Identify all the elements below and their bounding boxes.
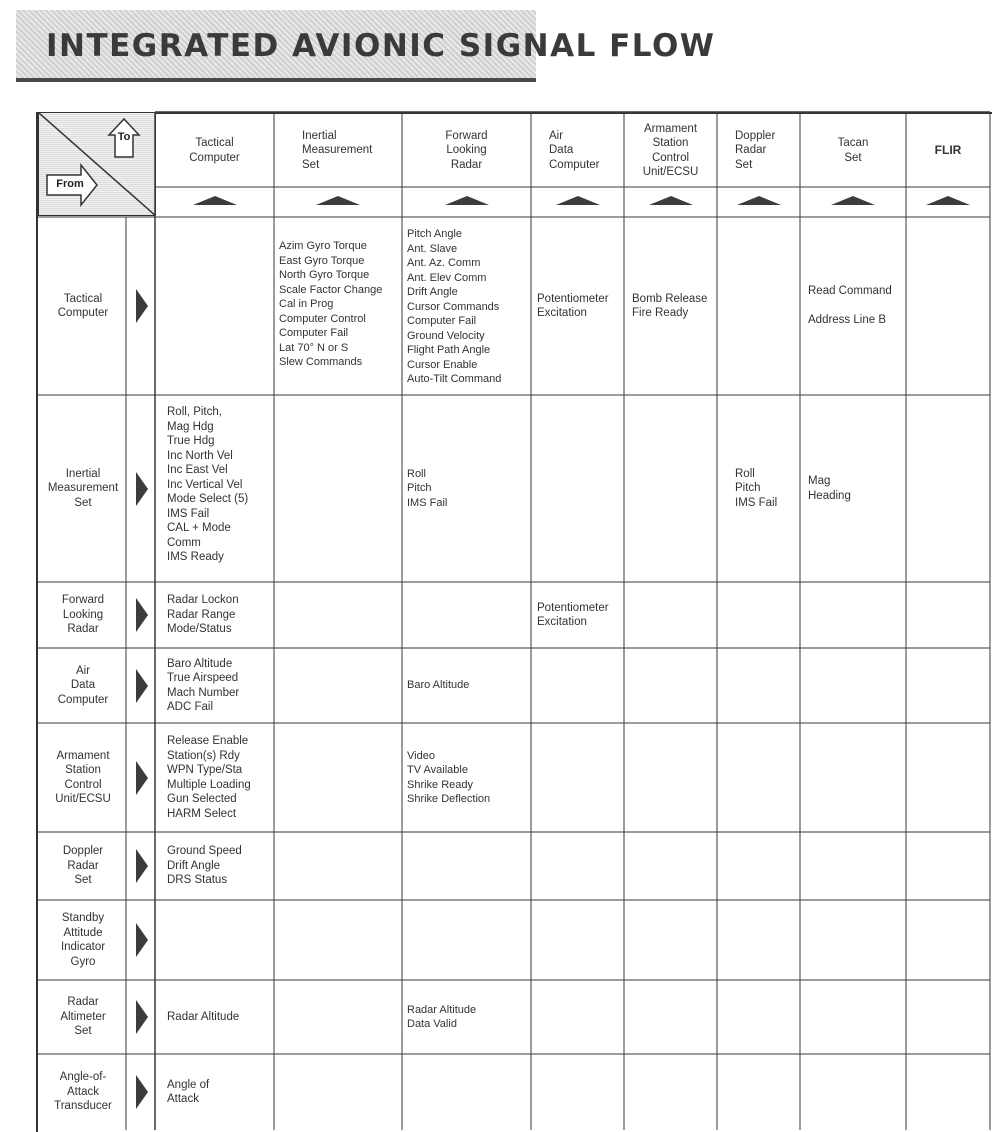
corner-to-label: To	[117, 131, 131, 143]
signal-cell: Azim Gyro Torque East Gyro Torque North Gyro Torque Scale Factor Change Cal in Prog Computer Control Computer Fail Lat 70° N or S Slew Commands	[279, 240, 383, 368]
signal-cell: Roll Pitch IMS Fail	[407, 467, 448, 509]
signal-cell: Angle of Attack	[167, 1078, 210, 1105]
column-header: Tactical Computer	[189, 137, 240, 164]
column-up-arrow-icon	[316, 196, 360, 205]
signal-cell: Baro Altitude True Airspeed Mach Number ADC Fail	[167, 657, 240, 713]
column-header: FLIR	[934, 143, 962, 158]
signal-cell: Radar Altitude	[167, 1010, 240, 1023]
to-from-corner-key	[38, 112, 156, 216]
signal-cell: Bomb Release Fire Ready	[632, 292, 708, 319]
row-label: Doppler Radar Set	[62, 845, 104, 887]
column-up-arrow-icon	[831, 196, 875, 205]
row-right-arrow-icon	[136, 1075, 148, 1109]
signal-cell: Read Command Address Line B	[808, 285, 892, 327]
column-up-arrow-icon	[193, 196, 237, 205]
row-right-arrow-icon	[136, 472, 148, 506]
column-up-arrow-icon	[737, 196, 781, 205]
row-right-arrow-icon	[136, 598, 148, 632]
signal-cell: Roll, Pitch, Mag Hdg True Hdg Inc North Vel Inc East Vel Inc Vertical Vel Mode Select (5) IMS Fail CAL + Mode Comm IMS Ready	[167, 406, 249, 563]
row-right-arrow-icon	[136, 849, 148, 883]
row-right-arrow-icon	[136, 669, 148, 703]
column-up-arrow-icon	[649, 196, 693, 205]
row-label: Armament Station Control Unit/ECSU	[55, 749, 111, 805]
column-header: Tacan Set	[837, 137, 869, 164]
signal-cell: Potentiometer Excitation	[537, 292, 609, 319]
column-header: Armament Station Control Unit/ECSU	[642, 122, 699, 178]
column-header: Air Data Computer	[549, 129, 600, 171]
title-banner	[16, 10, 716, 82]
page-title: INTEGRATED AVIONIC SIGNAL FLOW	[46, 28, 716, 64]
signal-cell: Release Enable Station(s) Rdy WPN Type/Sta Multiple Loading Gun Selected HARM Select	[167, 735, 251, 820]
column-up-arrow-icon	[556, 196, 600, 205]
signal-cell: Radar Lockon Radar Range Mode/Status	[167, 594, 239, 636]
row-label: Air Data Computer	[57, 664, 109, 706]
corner-from-label: From	[56, 178, 84, 190]
to-from-arrows-icon	[39, 113, 156, 216]
row-label: Angle-of- Attack Transducer	[54, 1071, 112, 1113]
column-header: Forward Looking Radar	[445, 129, 488, 171]
signal-cell: Mag Heading	[808, 475, 851, 502]
column-header: Doppler Radar Set	[735, 129, 776, 171]
row-label: Tactical Computer	[57, 292, 109, 319]
row-label: Inertial Measurement Set	[47, 467, 119, 509]
row-label: Standby Attitude Indicator Gyro	[60, 912, 106, 968]
column-up-arrow-icon	[926, 196, 970, 205]
row-label: Radar Altimeter Set	[60, 996, 106, 1038]
signal-cell: Video TV Available Shrike Ready Shrike Deflection	[407, 749, 491, 805]
signal-cell: Radar Altitude Data Valid	[407, 1003, 477, 1030]
row-label: Forward Looking Radar	[61, 594, 105, 636]
row-right-arrow-icon	[136, 1000, 148, 1034]
row-right-arrow-icon	[136, 289, 148, 323]
signal-cell: Ground Speed Drift Angle DRS Status	[167, 845, 242, 887]
column-up-arrow-icon	[445, 196, 489, 205]
column-header: Inertial Measurement Set	[302, 129, 373, 171]
signal-cell: Potentiometer Excitation	[537, 601, 609, 628]
signal-cell: Pitch Angle Ant. Slave Ant. Az. Comm Ant. Elev Comm Drift Angle Cursor Commands Computer Fail Ground Velocity Flight Path Angle Cursor Enable Auto-Tilt Command	[407, 228, 502, 385]
signal-cell: Roll Pitch IMS Fail	[735, 467, 778, 509]
row-right-arrow-icon	[136, 923, 148, 957]
row-right-arrow-icon	[136, 761, 148, 795]
signal-cell: Baro Altitude	[407, 679, 470, 692]
